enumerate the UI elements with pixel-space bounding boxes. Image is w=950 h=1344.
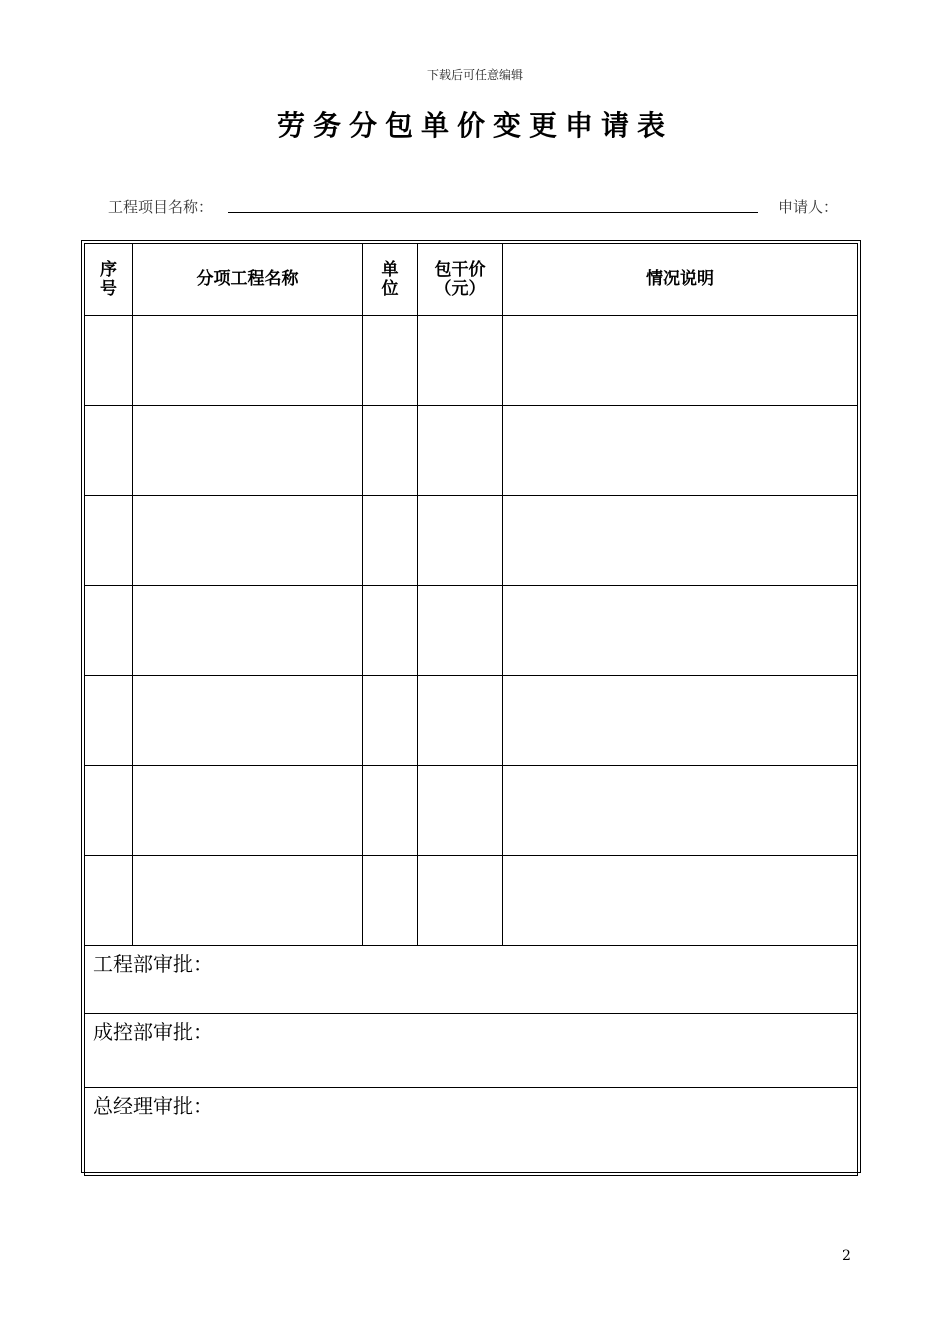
watermark-text: 下载后可任意编辑: [426, 68, 523, 82]
project-name-label: 工程项目名称：: [108, 198, 214, 216]
cell-description[interactable]: [503, 856, 858, 946]
page-number: 2: [842, 1248, 851, 1264]
table-row: [85, 496, 858, 586]
cost-control-approval-label: 成控部审批：: [93, 1020, 213, 1044]
cell-unit[interactable]: [363, 586, 418, 676]
cell-lump-price[interactable]: [418, 496, 503, 586]
cell-lump-price[interactable]: [418, 316, 503, 406]
change-request-table: [84, 243, 858, 1176]
cell-item-name[interactable]: [133, 406, 363, 496]
cell-seq[interactable]: [85, 586, 133, 676]
cost-control-approval-cell[interactable]: [85, 1014, 858, 1088]
cell-lump-price[interactable]: [418, 856, 503, 946]
table-row: [85, 406, 858, 496]
cell-item-name[interactable]: [133, 316, 363, 406]
approval-row-general-manager: [85, 1088, 858, 1176]
cell-seq[interactable]: [85, 766, 133, 856]
cell-seq[interactable]: [85, 406, 133, 496]
cell-item-name[interactable]: [133, 766, 363, 856]
cell-lump-price[interactable]: [418, 406, 503, 496]
engineering-approval-label: 工程部审批：: [93, 952, 213, 976]
cell-unit[interactable]: [363, 406, 418, 496]
cell-seq[interactable]: [85, 856, 133, 946]
table-row: [85, 316, 858, 406]
cell-seq[interactable]: [85, 676, 133, 766]
header-seq: 序号: [85, 244, 133, 316]
general-manager-approval-cell[interactable]: [85, 1088, 858, 1176]
table-row: [85, 586, 858, 676]
table-row: [85, 766, 858, 856]
cell-description[interactable]: [503, 766, 858, 856]
header-lump-price: 包干价（元）: [418, 244, 503, 316]
cell-unit[interactable]: [363, 676, 418, 766]
cell-description[interactable]: [503, 676, 858, 766]
cell-seq[interactable]: [85, 496, 133, 586]
project-name-field[interactable]: [228, 212, 758, 213]
general-manager-approval-label: 总经理审批：: [93, 1094, 213, 1118]
applicant-label: 申请人：: [778, 198, 839, 216]
cell-lump-price[interactable]: [418, 676, 503, 766]
cell-unit[interactable]: [363, 856, 418, 946]
cell-unit[interactable]: [363, 316, 418, 406]
form-title: 劳务分包单价变更申请表: [276, 109, 673, 142]
table-row: [85, 856, 858, 946]
header-description: 情况说明: [503, 244, 858, 316]
header-unit: 单位: [363, 244, 418, 316]
cell-description[interactable]: [503, 316, 858, 406]
cell-description[interactable]: [503, 406, 858, 496]
approval-row-engineering: [85, 946, 858, 1014]
cell-lump-price[interactable]: [418, 586, 503, 676]
cell-item-name[interactable]: [133, 496, 363, 586]
cell-unit[interactable]: [363, 496, 418, 586]
cell-seq[interactable]: [85, 316, 133, 406]
header-item-name: 分项工程名称: [133, 244, 363, 316]
project-info-row: [108, 196, 848, 220]
engineering-approval-cell[interactable]: [85, 946, 858, 1014]
cell-unit[interactable]: [363, 766, 418, 856]
table-header-row: [85, 244, 858, 316]
form-table-frame: [81, 240, 861, 1173]
cell-item-name[interactable]: [133, 676, 363, 766]
table-row: [85, 676, 858, 766]
cell-description[interactable]: [503, 586, 858, 676]
cell-description[interactable]: [503, 496, 858, 586]
approval-row-cost-control: [85, 1014, 858, 1088]
cell-item-name[interactable]: [133, 856, 363, 946]
cell-lump-price[interactable]: [418, 766, 503, 856]
cell-item-name[interactable]: [133, 586, 363, 676]
